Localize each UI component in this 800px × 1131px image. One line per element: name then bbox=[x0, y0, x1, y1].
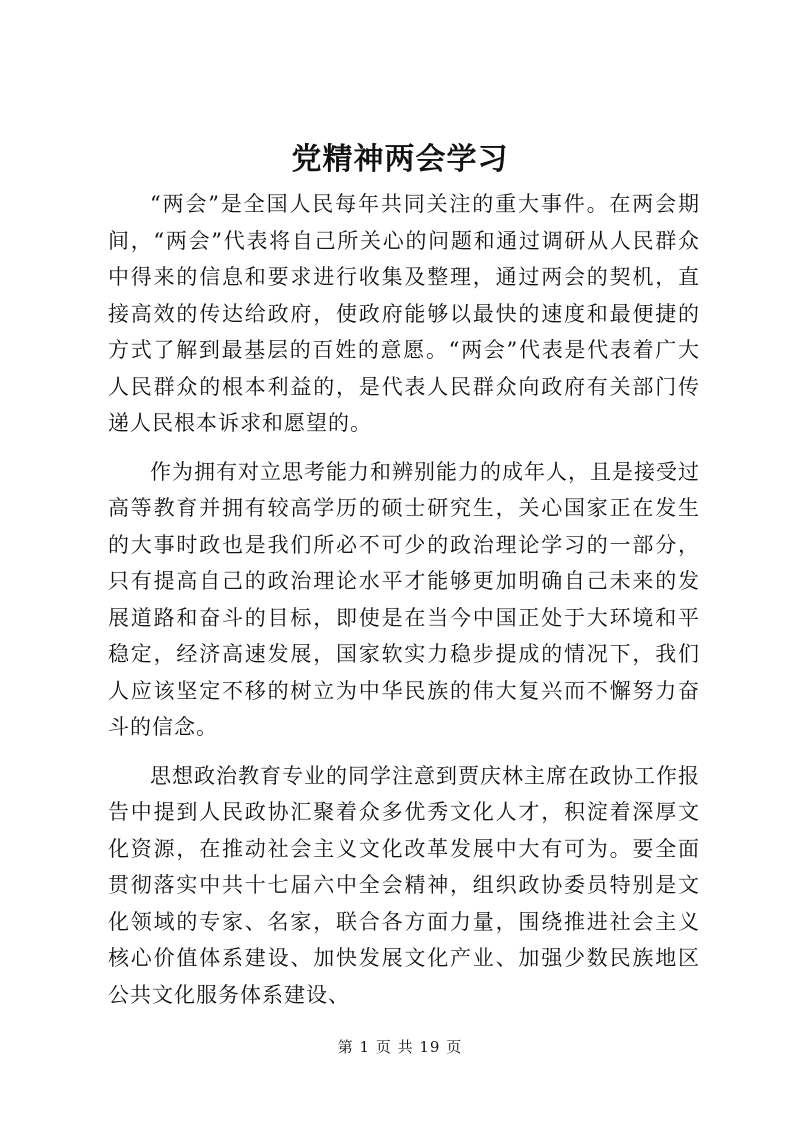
paragraph-1: “两会”是全国人民每年共同关注的重大事件。在两会期间，“两会”代表将自己所关心的问题和通过调研从人民群众中得来的信息和要求进行收集及整理，通过两会的契机，直接高效的传达给政府，使政府能够以最快的速度和最便捷的方式了解到最基层的百姓的意愿。“两会”代表是代表着广大人民群众的根本利益的，是代表人民群众向政府有关部门传递人民根本诉求和愿望的。 bbox=[108, 192, 700, 435]
paragraph-2: 作为拥有对立思考能力和辨别能力的成年人，且是接受过高等教育并拥有较高学历的硕士研究生，关心国家正在发生的大事时政也是我们所必不可少的政治理论学习的一部分，只有提高自己的政治理论水平才能够更加明确自己未来的发展道路和奋斗的目标，即使是在当今中国正处于大环境和平稳定，经济高速发展，国家软实力稳步提成的情况下，我们人应该坚定不移的树立为中华民族的伟大复兴而不懈努力奋斗的信念。 bbox=[108, 459, 700, 739]
document-title: 党精神两会学习 bbox=[291, 142, 509, 177]
document-body bbox=[108, 186, 700, 1013]
page-number-footer: 第 1 页 共 19 页 bbox=[337, 1038, 463, 1056]
paragraph-3: 思想政治教育专业的同学注意到贾庆林主席在政协工作报告中提到人民政协汇聚着众多优秀文化人才，积淀着深厚文化资源，在推动社会主义文化改革发展中大有可为。要全面贯彻落实中共十七届六中全会精神，组织政协委员特别是文化领域的专家、名家，联合各方面力量，围绕推进社会主义核心价值体系建设、加快发展文化产业、加强少数民族地区公共文化服务体系建设、 bbox=[108, 763, 700, 1007]
